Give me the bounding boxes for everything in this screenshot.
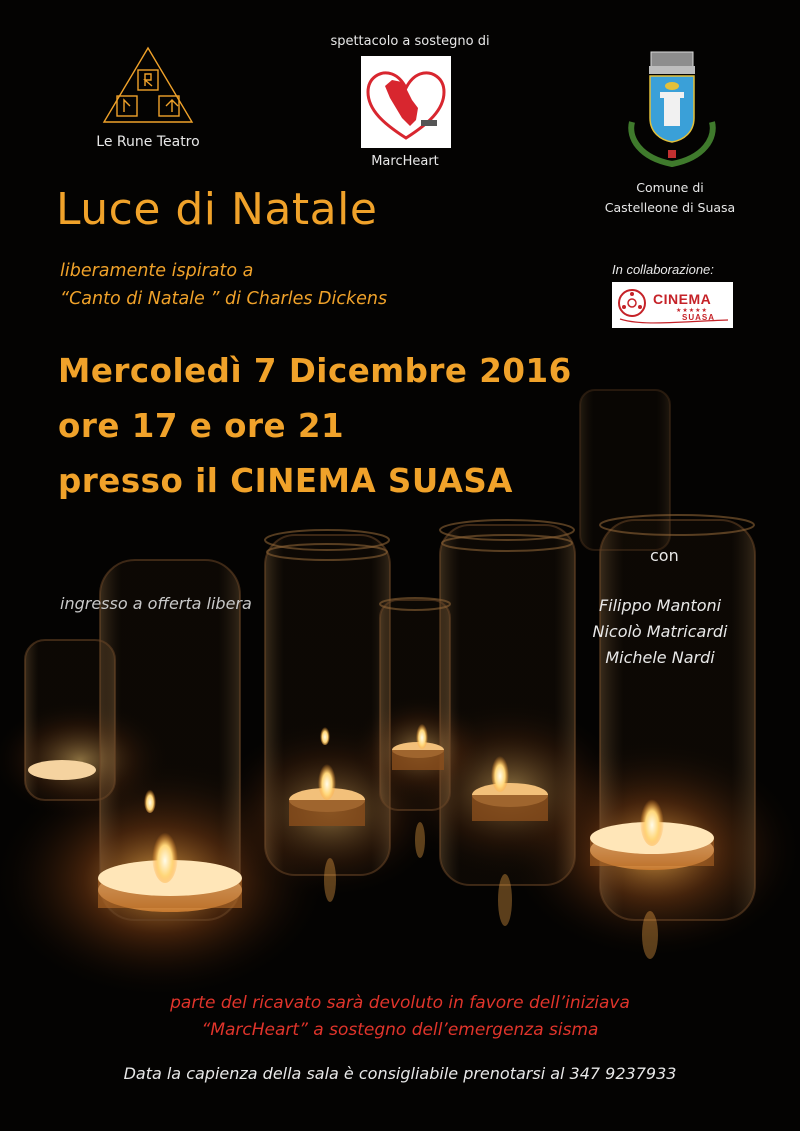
- cinema-logo-word: CINEMA: [653, 291, 712, 307]
- entry-note: ingresso a offerta libera: [60, 594, 252, 613]
- comune-line2: Castelleone di Suasa: [604, 200, 736, 215]
- subtitle-line2: “Canto di Natale ” di Charles Dickens: [60, 289, 388, 309]
- donation-line2: “MarcHeart” a sostegno dell’emergenza sisma: [201, 1020, 599, 1040]
- donation-line1: parte del ricavato sarà devoluto in favore dell’iniziava: [170, 993, 630, 1013]
- event-title: Luce di Natale: [56, 184, 378, 235]
- event-venue: presso il CINEMA SUASA: [58, 462, 513, 500]
- comune-label: [575, 178, 765, 218]
- cinema-logo-place: SUASA: [682, 313, 716, 322]
- cast-member: Nicolò Matricardi: [592, 622, 728, 641]
- collaboration-label: In collaborazione:: [612, 262, 714, 277]
- rune-teatro-logo: [104, 48, 192, 122]
- comune-coat-of-arms: [631, 52, 712, 164]
- cast-member: Filippo Mantoni: [598, 596, 722, 615]
- marcheart-logo-icon: [361, 56, 451, 148]
- event-subtitle: [60, 257, 387, 313]
- cinema-logo-reel: [612, 282, 733, 328]
- sponsor-caption: spettacolo a sostegno di: [330, 34, 490, 49]
- subtitle-line1: liberamente ispirato a: [60, 261, 254, 281]
- comune-line1: Comune di: [636, 180, 704, 195]
- rune-teatro-label: Le Rune Teatro: [96, 134, 200, 150]
- event-times: ore 17 e ore 21: [58, 407, 345, 445]
- booking-note: Data la capienza della sala è consigliabile prenotarsi al 347 9237933: [123, 1064, 677, 1083]
- cast-member: Michele Nardi: [605, 648, 715, 667]
- event-date: Mercoledì 7 Dicembre 2016: [58, 352, 572, 390]
- cinema-logo-stars: ★★★★★: [676, 307, 708, 314]
- cast-label: con: [650, 546, 679, 565]
- marcheart-label: MarcHeart: [371, 154, 439, 169]
